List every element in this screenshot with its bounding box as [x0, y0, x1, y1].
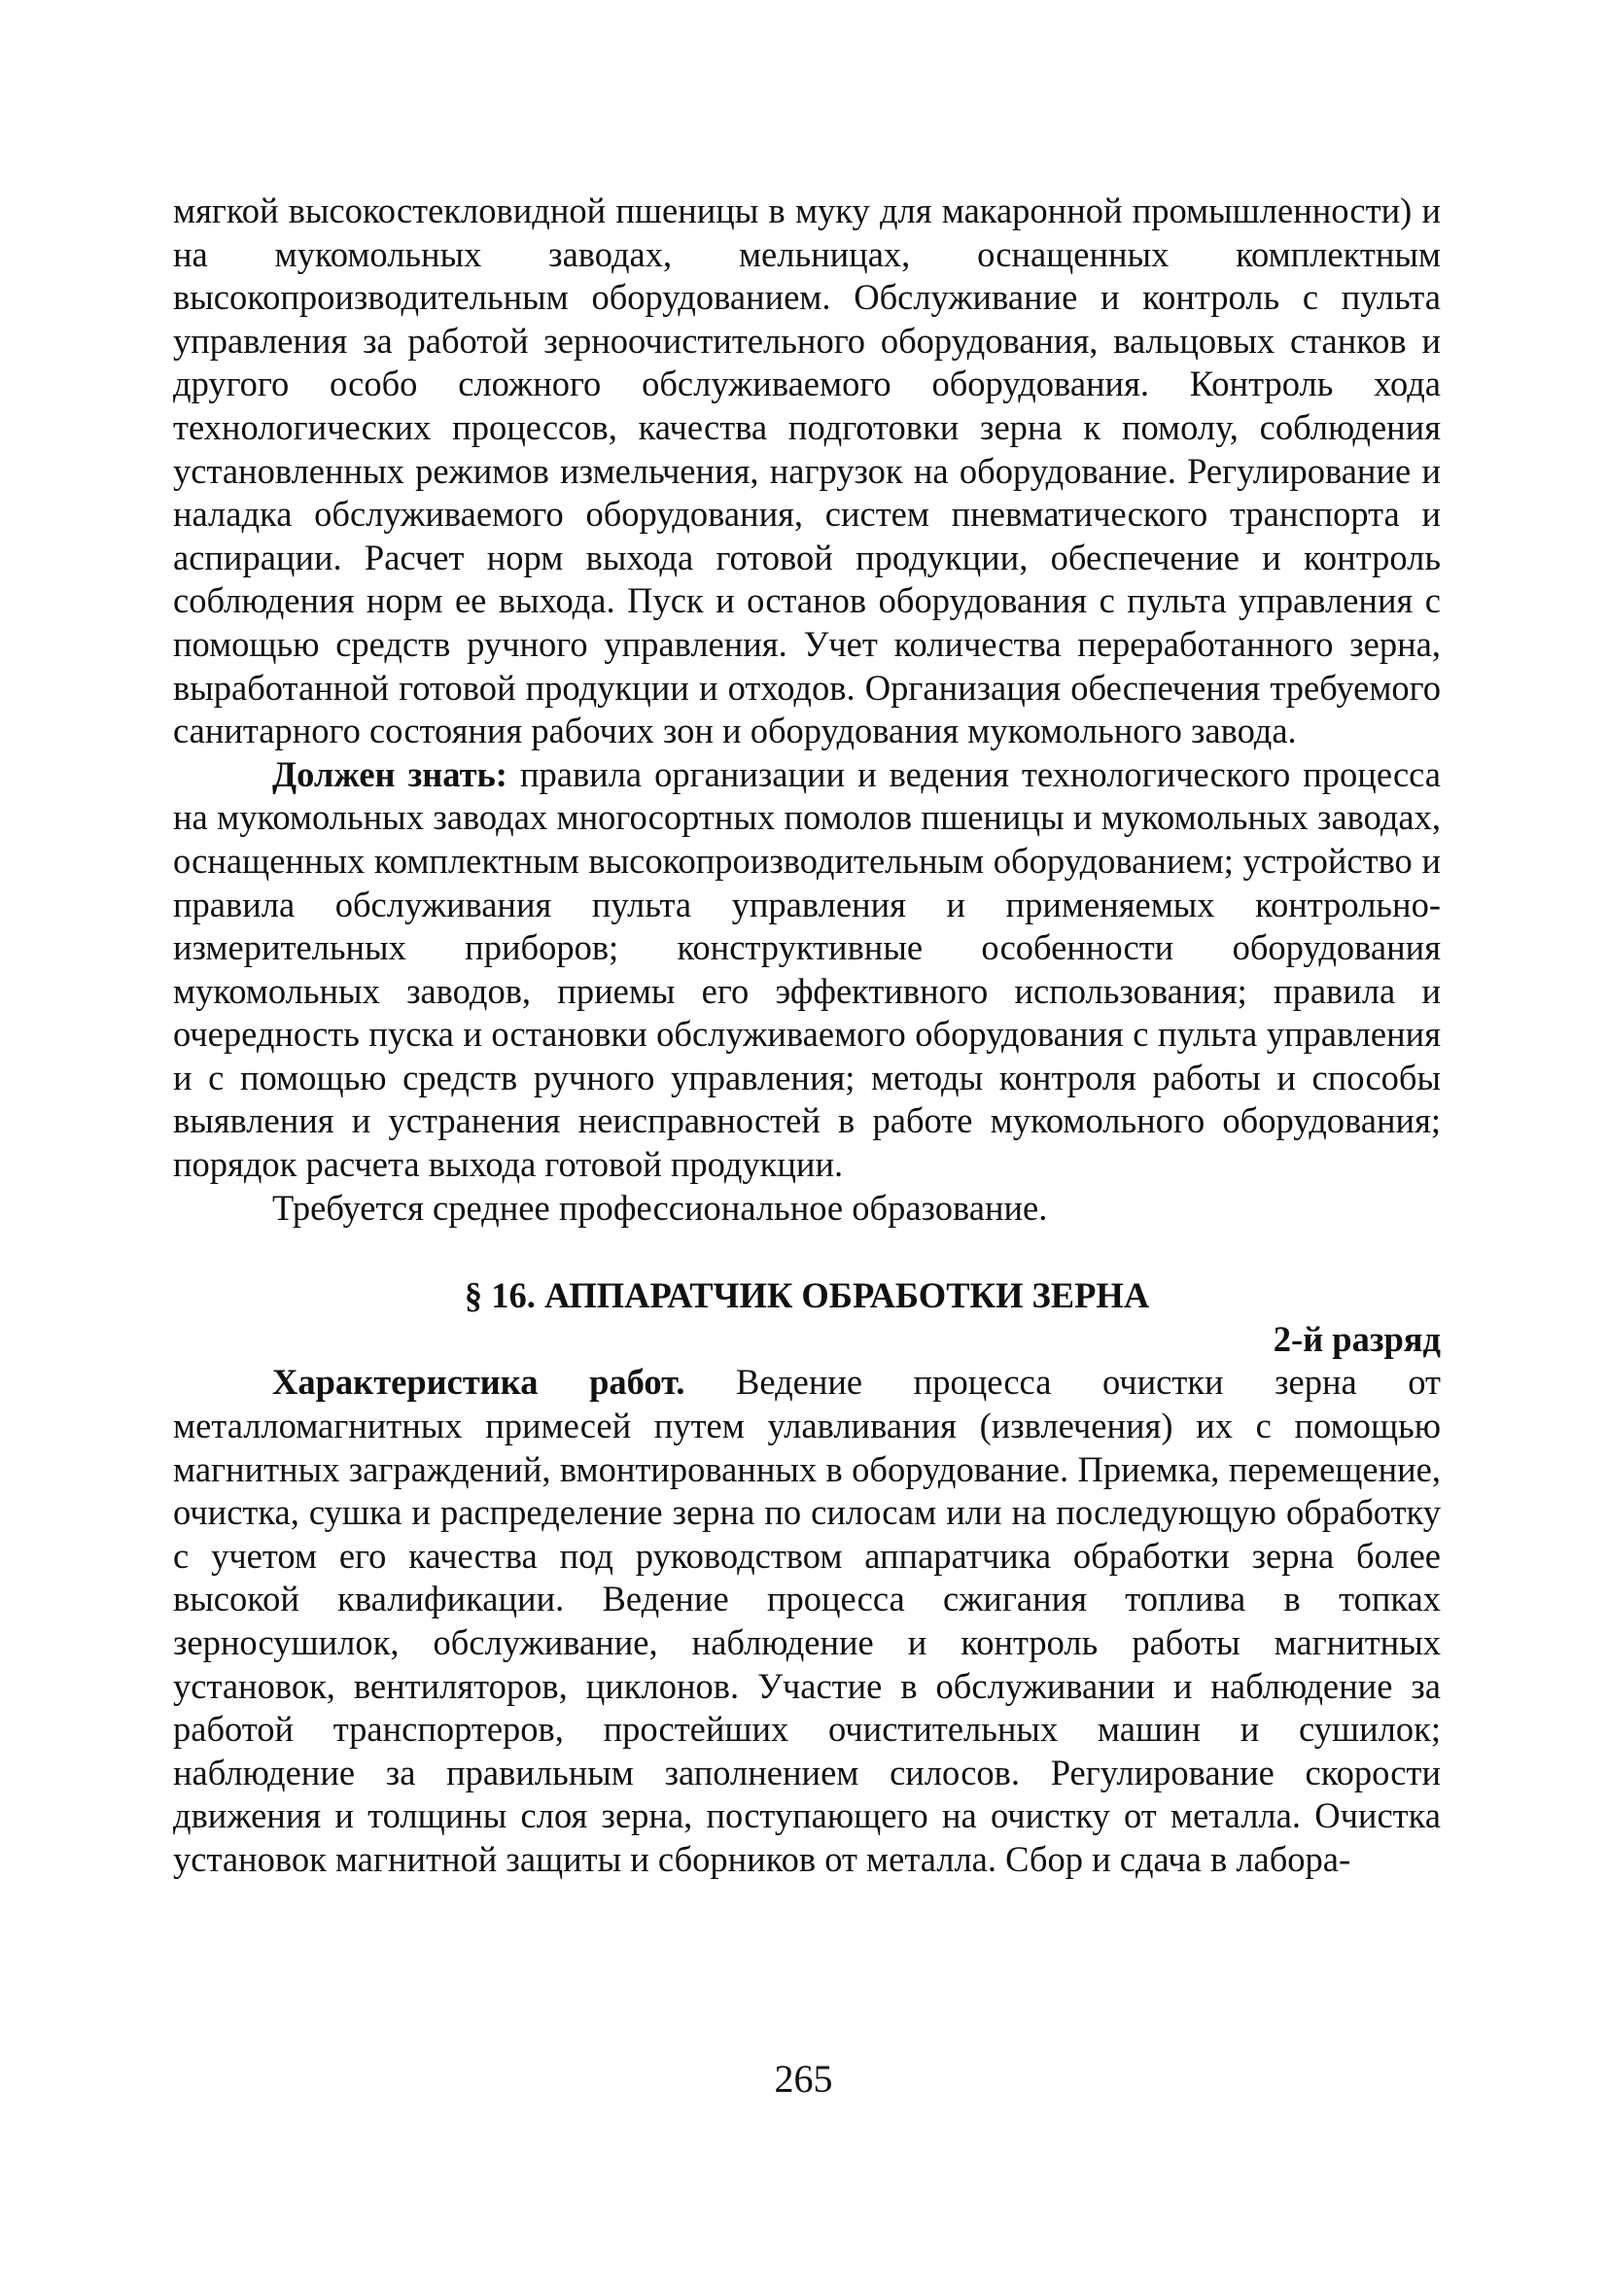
page-number: 265	[774, 2057, 833, 2101]
section-title: § 16. АППАРАТЧИК ОБРАБОТКИ ЗЕРНА	[464, 1275, 1150, 1316]
page-content	[173, 190, 1441, 1882]
characteristics-text: Ведение процесса очистки зерна от металломагнитных примесей путем улавливания (извлечения) их с помощью магнитных заграждений, вмонтированных в оборудование. Приемка, перемещение, очистка, сушка и распределение зерна по силосам или на последующую обработку с учетом его качества под руководством аппаратчика обработки зерна более высокой квалификации. Ведение процесса сжигания топлива в топках зерносушилок, обслуживание, наблюдение и контроль работы магнитных установок, вентиляторов, циклонов. Участие в обслуживании и наблюдение за работой транспортеров, простейших очистительных машин и сушилок; наблюдение за правильным заполнением силосов. Регулирование скорости движения и толщины слоя зерна, поступающего на очистку от металла. Очистка установок магнитной защиты и сборников от металла. Сбор и сдача в лабора-	[173, 1362, 1441, 1879]
must-know-label: Должен знать:	[272, 753, 507, 794]
characteristics-label: Характеристика работ.	[272, 1362, 685, 1403]
must-know-text: правила организации и ведения технологического процесса на мукомольных заводах многосортных помолов пшеницы и мукомольных заводах, оснащенных комплектным высокопроизводительным оборудованием; устройство и правила обслуживания пульта управления и применяемых контрольно-измерительных приборов; конструктивные особенности оборудования мукомольных заводов, приемы его эффективного использования; правила и очередность пуска и остановки обслуживаемого оборудования с пульта управления и с помощью средств ручного управления; методы контроля работы и способы выявления и устранения неисправностей в работе мукомольного оборудования; порядок расчета выхода готовой продукции.	[173, 753, 1441, 1185]
paragraph-continuation: мягкой высокостекловидной пшеницы в муку для макаронной промышленности) и на мукомольных заводах, мельницах, оснащенных комплектным высокопроизводительным оборудованием. Обслуживание и контроль с пульта управления за работой зерноочистительного оборудования, вальцовых станков и другого особо сложного обслуживаемого оборудования. Контроль хода технологических процессов, качества подготовки зерна к помолу, соблюдения установленных режимов измельчения, нагрузок на оборудование. Регулирование и наладка обслуживаемого оборудования, систем пневматического транспорта и аспирации. Расчет норм выхода готовой продукции, обеспечение и контроль соблюдения норм ее выхода. Пуск и останов оборудования с пульта управления с помощью средств ручного управления. Учет количества переработанного зерна, выработанной готовой продукции и отходов. Организация обеспечения требуемого санитарного состояния рабочих зон и оборудования мукомольного завода.	[173, 191, 1441, 751]
grade-label: 2-й разряд	[1273, 1318, 1441, 1359]
paragraph-work-characteristics	[173, 1361, 1441, 1881]
paragraph-education: Требуется среднее профессиональное образование.	[272, 1187, 1048, 1228]
paragraph-must-know	[173, 753, 1441, 1187]
